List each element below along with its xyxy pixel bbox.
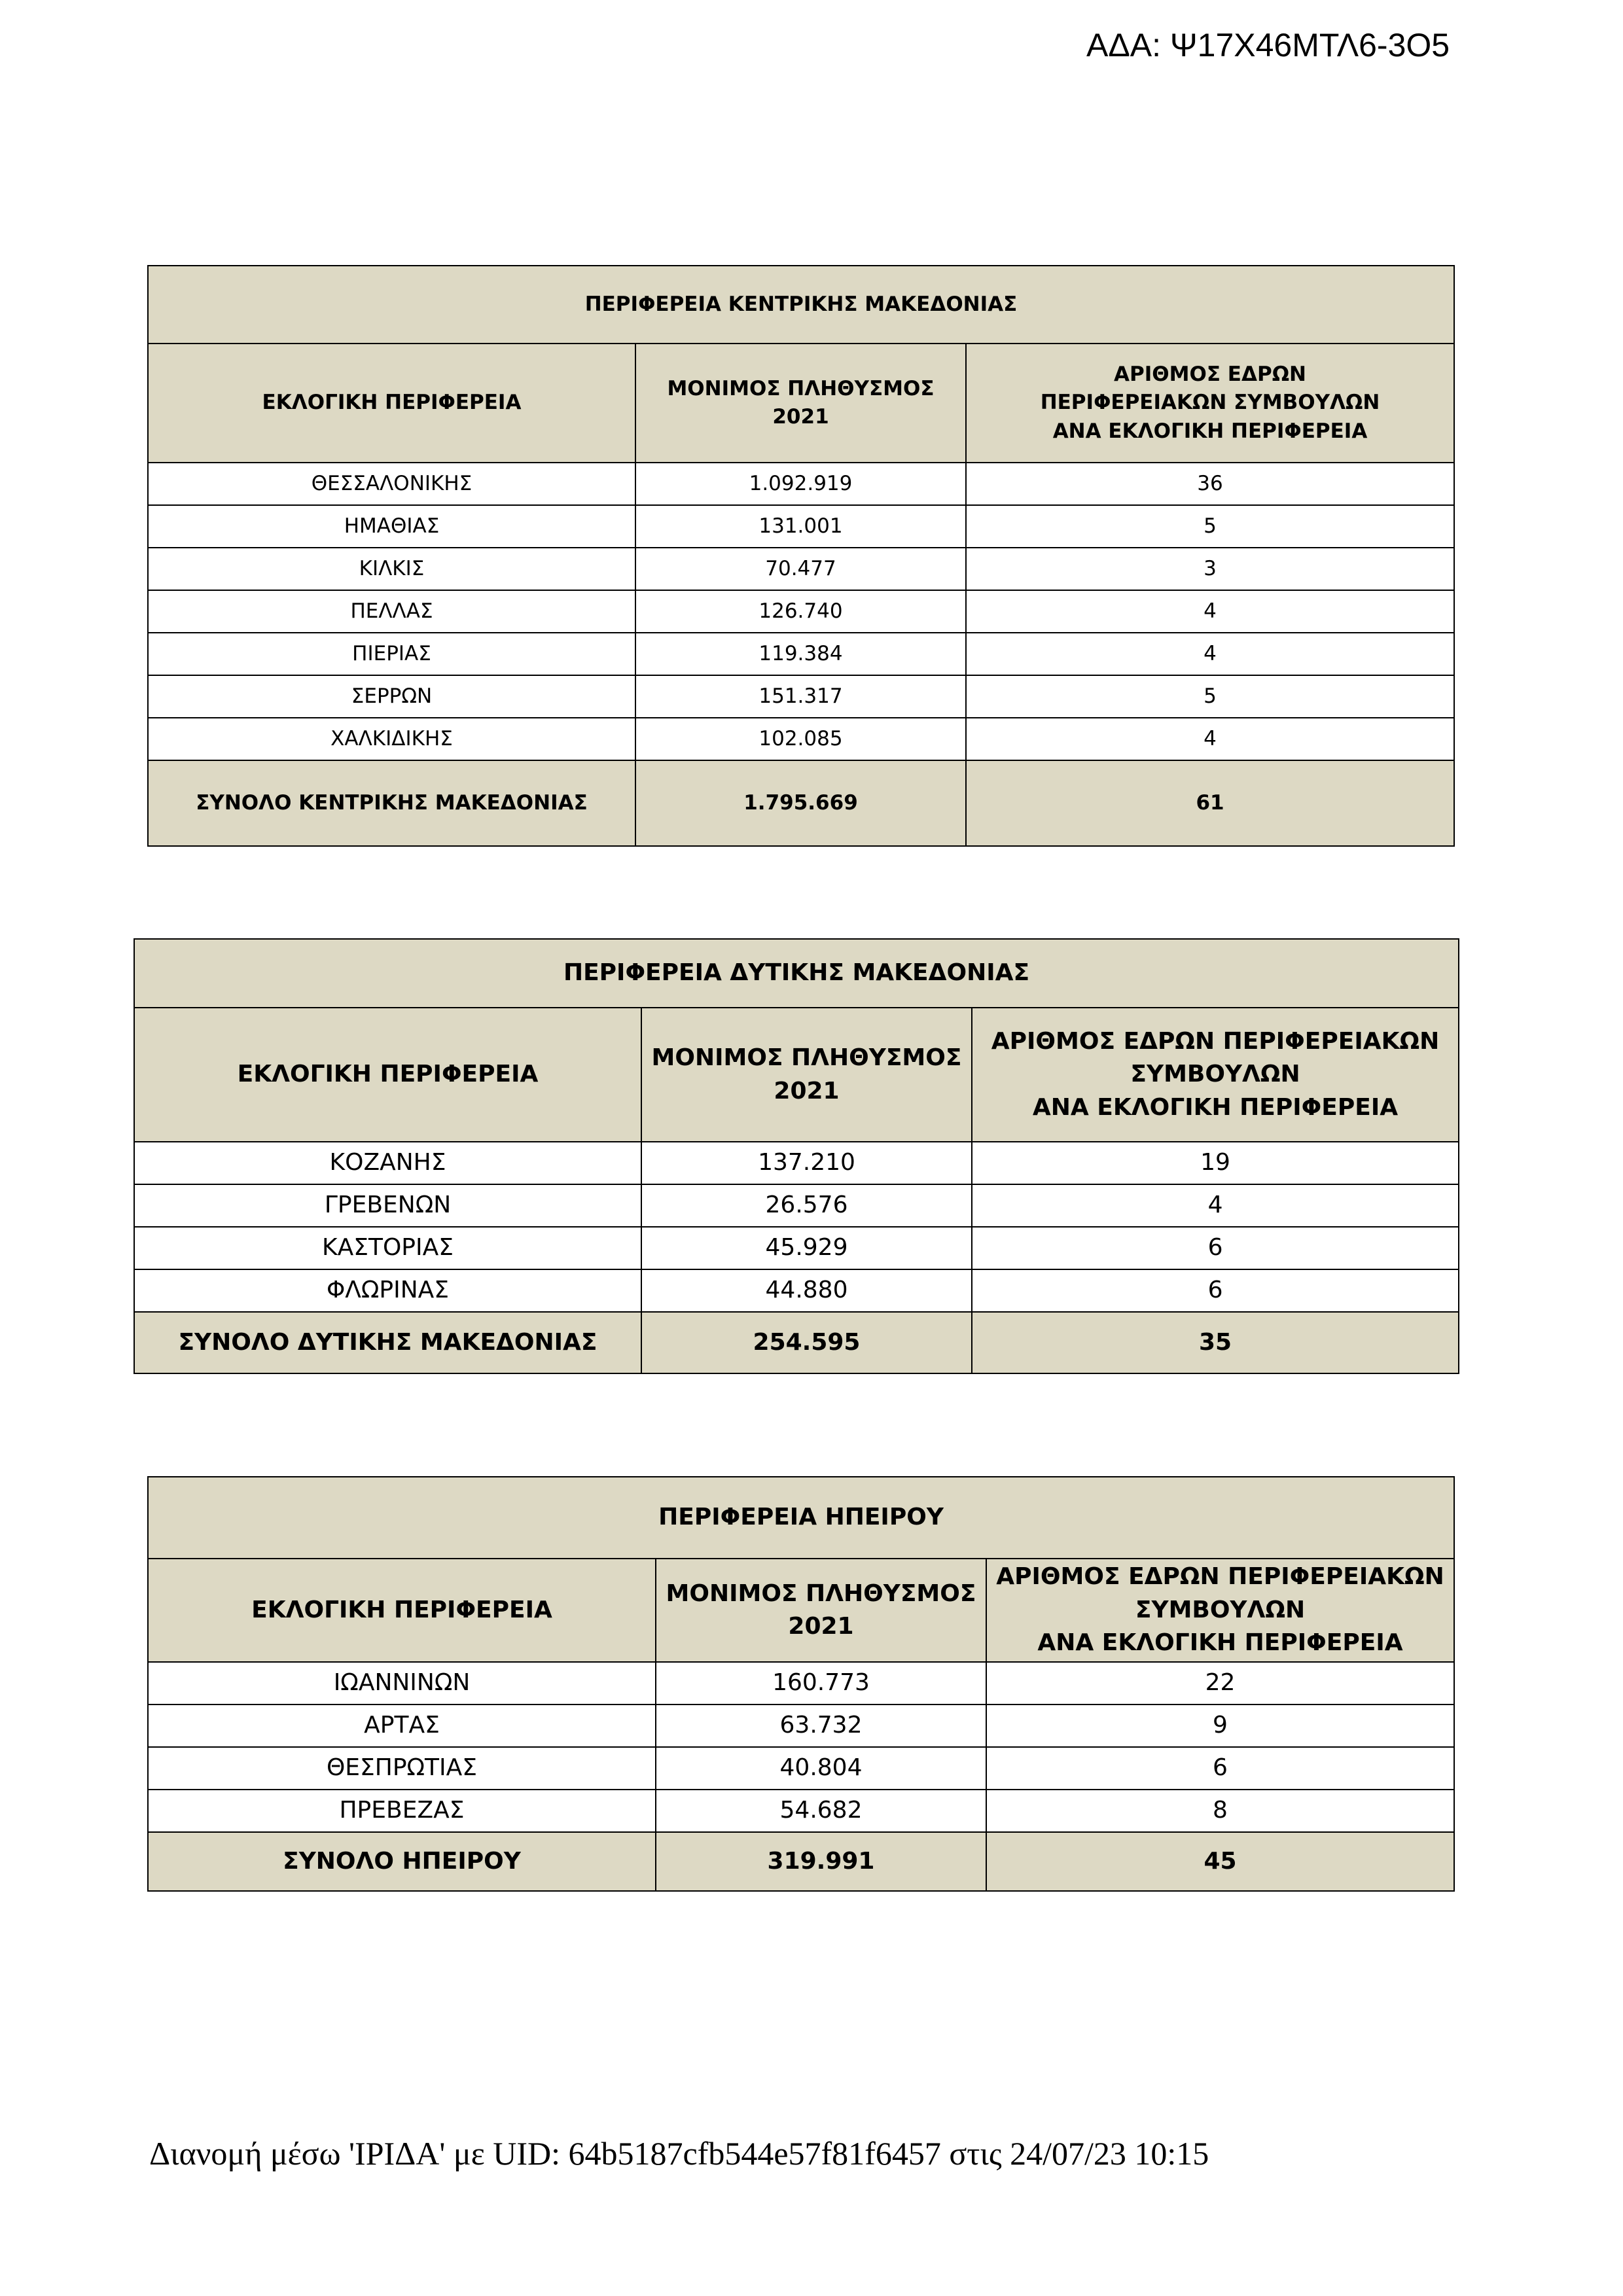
table-western-macedonia	[134, 938, 1459, 1374]
total-population: 254.595	[641, 1312, 972, 1373]
population-cell: 102.085	[635, 718, 966, 760]
population-cell: 1.092.919	[635, 463, 966, 505]
district-cell: ΑΡΤΑΣ	[148, 1704, 656, 1747]
total-row	[148, 1832, 1454, 1891]
total-seats: 61	[966, 760, 1454, 846]
district-cell: ΓΡΕΒΕΝΩΝ	[134, 1184, 641, 1227]
total-row	[134, 1312, 1459, 1373]
column-header-population: ΜΟΝΙΜΟΣ ΠΛΗΘΥΣΜΟΣ 2021	[635, 344, 966, 463]
table-row	[148, 633, 1454, 675]
table-row	[148, 1662, 1454, 1704]
table-row	[148, 718, 1454, 760]
total-population: 319.991	[656, 1832, 986, 1891]
total-label: ΣΥΝΟΛΟ ΗΠΕΙΡΟΥ	[148, 1832, 656, 1891]
seats-cell: 22	[986, 1662, 1454, 1704]
district-cell: ΣΕΡΡΩΝ	[148, 675, 635, 718]
district-cell: ΠΙΕΡΙΑΣ	[148, 633, 635, 675]
table-row	[148, 590, 1454, 633]
seats-cell: 6	[972, 1227, 1459, 1269]
population-cell: 126.740	[635, 590, 966, 633]
district-cell: ΘΕΣΠΡΩΤΙΑΣ	[148, 1747, 656, 1790]
table-row	[148, 1747, 1454, 1790]
district-cell: ΙΩΑΝΝΙΝΩΝ	[148, 1662, 656, 1704]
population-cell: 70.477	[635, 548, 966, 590]
population-cell: 26.576	[641, 1184, 972, 1227]
district-cell: ΠΕΛΛΑΣ	[148, 590, 635, 633]
column-header-population: ΜΟΝΙΜΟΣ ΠΛΗΘΥΣΜΟΣ 2021	[656, 1559, 986, 1662]
seats-cell: 9	[986, 1704, 1454, 1747]
population-cell: 63.732	[656, 1704, 986, 1747]
population-cell: 151.317	[635, 675, 966, 718]
population-cell: 44.880	[641, 1269, 972, 1312]
total-row	[148, 760, 1454, 846]
table-row	[134, 1269, 1459, 1312]
table-central-macedonia	[147, 265, 1455, 847]
population-cell: 160.773	[656, 1662, 986, 1704]
table-row	[134, 1142, 1459, 1184]
column-header-population: ΜΟΝΙΜΟΣ ΠΛΗΘΥΣΜΟΣ 2021	[641, 1008, 972, 1142]
table-row	[134, 1227, 1459, 1269]
column-header-seats: ΑΡΙΘΜΟΣ ΕΔΡΩΝ ΠΕΡΙΦΕΡΕΙΑΚΩΝ ΣΥΜΒΟΥΛΩΝ ΑΝΑ ΕΚΛΟΓΙΚΗ ΠΕΡΙΦΕΡΕΙΑ	[966, 344, 1454, 463]
seats-cell: 5	[966, 675, 1454, 718]
table-epirus	[147, 1476, 1455, 1892]
column-header-district: ΕΚΛΟΓΙΚΗ ΠΕΡΙΦΕΡΕΙΑ	[148, 1559, 656, 1662]
seats-cell: 8	[986, 1790, 1454, 1832]
total-seats: 45	[986, 1832, 1454, 1891]
seats-cell: 3	[966, 548, 1454, 590]
district-cell: ΠΡΕΒΕΖΑΣ	[148, 1790, 656, 1832]
population-cell: 54.682	[656, 1790, 986, 1832]
seats-cell: 36	[966, 463, 1454, 505]
seats-cell: 4	[966, 590, 1454, 633]
seats-cell: 6	[986, 1747, 1454, 1790]
total-seats: 35	[972, 1312, 1459, 1373]
district-cell: ΗΜΑΘΙΑΣ	[148, 505, 635, 548]
distribution-footer: Διανομή μέσω 'ΙΡΙΔΑ' με UID: 64b5187cfb544e57f81f6457 στις 24/07/23 10:15	[149, 2135, 1209, 2172]
district-cell: ΚΟΖΑΝΗΣ	[134, 1142, 641, 1184]
district-cell: ΚΙΛΚΙΣ	[148, 548, 635, 590]
table-title: ΠΕΡΙΦΕΡΕΙΑ ΗΠΕΙΡΟΥ	[148, 1477, 1454, 1559]
seats-cell: 6	[972, 1269, 1459, 1312]
table-row	[148, 463, 1454, 505]
district-cell: ΧΑΛΚΙΔΙΚΗΣ	[148, 718, 635, 760]
ada-code: ΑΔΑ: Ψ17Χ46ΜΤΛ6-3Ο5	[1086, 27, 1450, 63]
table-title: ΠΕΡΙΦΕΡΕΙΑ ΚΕΝΤΡΙΚΗΣ ΜΑΚΕΔΟΝΙΑΣ	[148, 266, 1454, 344]
column-header-district: ΕΚΛΟΓΙΚΗ ΠΕΡΙΦΕΡΕΙΑ	[148, 344, 635, 463]
column-header-seats: ΑΡΙΘΜΟΣ ΕΔΡΩΝ ΠΕΡΙΦΕΡΕΙΑΚΩΝ ΣΥΜΒΟΥΛΩΝ ΑΝΑ ΕΚΛΟΓΙΚΗ ΠΕΡΙΦΕΡΕΙΑ	[986, 1559, 1454, 1662]
population-cell: 45.929	[641, 1227, 972, 1269]
column-header-district: ΕΚΛΟΓΙΚΗ ΠΕΡΙΦΕΡΕΙΑ	[134, 1008, 641, 1142]
table-row	[148, 505, 1454, 548]
district-cell: ΚΑΣΤΟΡΙΑΣ	[134, 1227, 641, 1269]
district-cell: ΘΕΣΣΑΛΟΝΙΚΗΣ	[148, 463, 635, 505]
column-header-seats: ΑΡΙΘΜΟΣ ΕΔΡΩΝ ΠΕΡΙΦΕΡΕΙΑΚΩΝ ΣΥΜΒΟΥΛΩΝ ΑΝΑ ΕΚΛΟΓΙΚΗ ΠΕΡΙΦΕΡΕΙΑ	[972, 1008, 1459, 1142]
total-population: 1.795.669	[635, 760, 966, 846]
total-label: ΣΥΝΟΛΟ ΚΕΝΤΡΙΚΗΣ ΜΑΚΕΔΟΝΙΑΣ	[148, 760, 635, 846]
table-row	[148, 1704, 1454, 1747]
table-row	[148, 548, 1454, 590]
table-row	[148, 675, 1454, 718]
population-cell: 131.001	[635, 505, 966, 548]
population-cell: 119.384	[635, 633, 966, 675]
population-cell: 137.210	[641, 1142, 972, 1184]
population-cell: 40.804	[656, 1747, 986, 1790]
seats-cell: 19	[972, 1142, 1459, 1184]
district-cell: ΦΛΩΡΙΝΑΣ	[134, 1269, 641, 1312]
seats-cell: 4	[972, 1184, 1459, 1227]
table-title: ΠΕΡΙΦΕΡΕΙΑ ΔΥΤΙΚΗΣ ΜΑΚΕΔΟΝΙΑΣ	[134, 939, 1459, 1008]
table-row	[148, 1790, 1454, 1832]
table-row	[134, 1184, 1459, 1227]
seats-cell: 4	[966, 718, 1454, 760]
seats-cell: 5	[966, 505, 1454, 548]
total-label: ΣΥΝΟΛΟ ΔΥΤΙΚΗΣ ΜΑΚΕΔΟΝΙΑΣ	[134, 1312, 641, 1373]
seats-cell: 4	[966, 633, 1454, 675]
